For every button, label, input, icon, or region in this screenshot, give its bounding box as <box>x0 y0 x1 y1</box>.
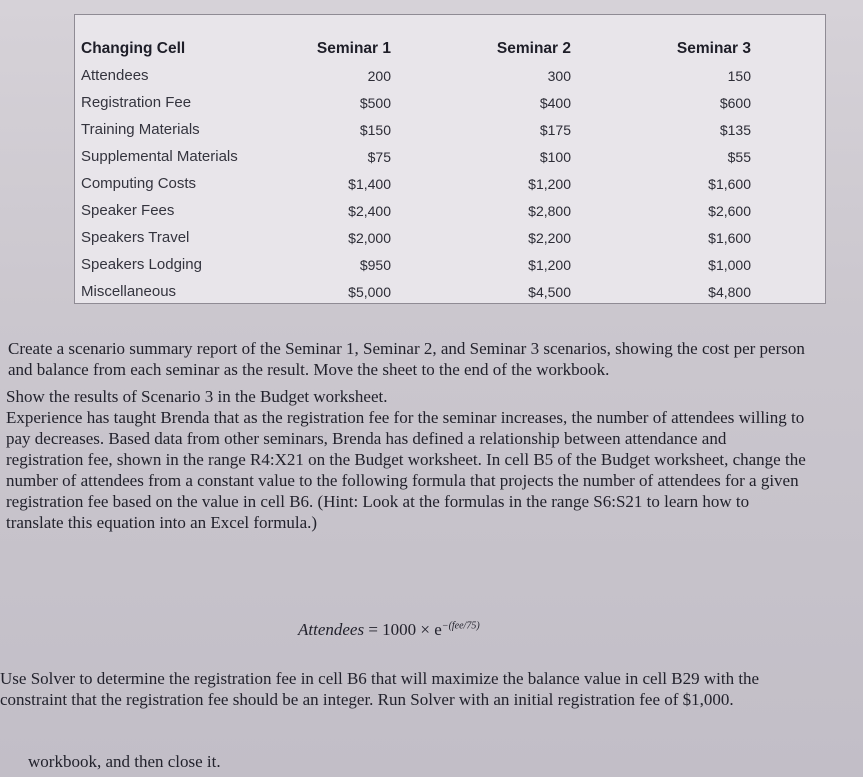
seminar-1-value: $5,000 <box>348 283 391 300</box>
row-label: Registration Fee <box>81 94 192 111</box>
instruction-scenario-summary: Create a scenario summary report of the Seminar 1, Seminar 2, and Seminar 3 scenarios, showing the cost per person and balance from each seminar as the result. Move the sheet to the end of the workbook. <box>8 339 805 379</box>
seminar-2-value: $1,200 <box>528 256 571 273</box>
instruction-show-scenario-3: Show the results of Scenario 3 in the Budget worksheet. <box>6 387 388 406</box>
table-row <box>81 170 751 197</box>
equation-rhs: = 1000 × e <box>364 620 442 639</box>
seminar-1-value: $150 <box>359 121 391 138</box>
seminar-1-value: 200 <box>367 67 391 84</box>
instructions-text <box>6 338 806 533</box>
table-row <box>81 278 751 305</box>
row-label: Speaker Fees <box>81 202 175 219</box>
seminar-1-value: $2,000 <box>348 229 391 246</box>
row-label: Speakers Lodging <box>81 256 202 273</box>
equation-exponent: −(fee/75) <box>441 620 480 632</box>
seminar-1-value: $2,400 <box>348 202 391 219</box>
seminar-3-value: $600 <box>719 94 751 111</box>
seminar-2-value: $2,800 <box>528 202 571 219</box>
row-label: Speakers Travel <box>81 229 190 246</box>
instruction-solver: Use Solver to determine the registration fee in cell B6 that will maximize the balance value in cell B29 with the constraint that the registration fee should be an integer. Run Solver with an initial registration fee of $1,000. <box>0 669 760 709</box>
row-label: Computing Costs <box>81 175 197 192</box>
seminar-2-value: $175 <box>539 121 571 138</box>
row-label: Attendees <box>81 67 149 84</box>
row-label: Supplemental Materials <box>81 148 238 165</box>
table-row <box>81 251 751 278</box>
seminar-2-value: $4,500 <box>528 283 571 300</box>
table-row <box>81 143 751 170</box>
seminar-1-value: $500 <box>359 94 391 111</box>
table-row <box>81 89 751 116</box>
header-seminar-2: Seminar 2 <box>496 39 571 57</box>
seminar-3-value: $55 <box>727 148 751 165</box>
seminar-3-value: $1,000 <box>708 256 751 273</box>
instruction-close-workbook: workbook, and then close it. <box>28 752 221 771</box>
seminar-2-value: $2,200 <box>528 229 571 246</box>
header-changing-cell: Changing Cell <box>81 39 186 57</box>
seminar-1-value: $1,400 <box>348 175 391 192</box>
table-row <box>81 197 751 224</box>
header-seminar-1: Seminar 1 <box>316 39 391 57</box>
scenario-table <box>81 35 751 305</box>
table-row <box>81 62 751 89</box>
seminar-1-value: $75 <box>367 148 391 165</box>
seminar-3-value: $2,600 <box>708 202 751 219</box>
header-seminar-3: Seminar 3 <box>676 39 751 57</box>
instruction-attendance-formula: Experience has taught Brenda that as the registration fee for the seminar increases, the number of attendees willing to pay decreases. Based data from other seminars, Brenda has defined a relationship between attendance and registration fee, shown in the range R4:X21 on the Budget worksheet. In cell B5 of the Budget worksheet, change the number of attendees from a constant value to the following formula that projects the number of attendees for a given registration fee based on the value in cell B6. (Hint: Look at the formulas in the range S6:S21 to learn how to translate this equation into an Excel formula.) <box>6 408 806 532</box>
seminar-3-value: $135 <box>719 121 751 138</box>
seminar-2-value: $100 <box>539 148 571 165</box>
table-row <box>81 224 751 251</box>
equation-lhs: Attendees <box>298 620 365 639</box>
row-label: Training Materials <box>81 121 200 138</box>
table-row <box>81 116 751 143</box>
table-header-row <box>81 35 751 62</box>
seminar-3-value: 150 <box>727 67 751 84</box>
attendees-equation <box>298 620 480 640</box>
seminar-3-value: $1,600 <box>708 175 751 192</box>
seminar-2-value: 300 <box>547 67 571 84</box>
seminar-2-value: $1,200 <box>528 175 571 192</box>
scenario-table-box <box>74 14 826 304</box>
seminar-3-value: $1,600 <box>708 229 751 246</box>
row-label: Miscellaneous <box>81 283 177 300</box>
seminar-2-value: $400 <box>539 94 571 111</box>
seminar-3-value: $4,800 <box>708 283 751 300</box>
seminar-1-value: $950 <box>359 256 391 273</box>
